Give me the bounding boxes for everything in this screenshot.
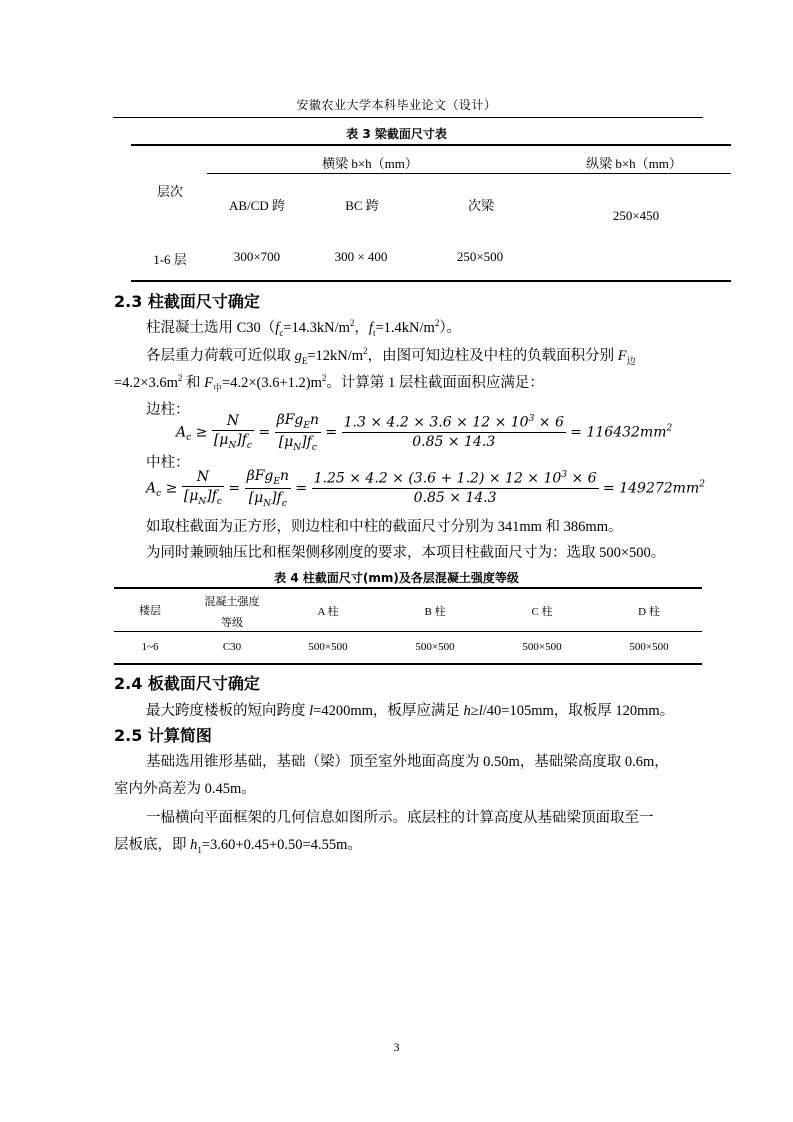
table4-caption: 表 4 柱截面尺寸(mm)及各层混凝土强度等级 (274, 571, 519, 585)
table4-header-grade-2: 等级 (221, 617, 243, 629)
table4-top-rule (114, 587, 702, 589)
paragraph-frame-2: 层板底，即 $h_1=3.60+0.45+0.50=4.55m$。 (114, 837, 362, 855)
equation-middle-column: $A_c$ ≥ $\frac{N}{[\mu_N]f_c}$ = $\frac{\beta Fg_En}{[\mu_N]f_c}$ = $\frac{1.25 \times 4.2 \times (3.6 + 1.2) \times 12 \times 10^3 \times 6}{0.85 \times 14.3}$ = $149272mm^2$ (146, 468, 705, 509)
equation-edge-column: $A_c$ ≥ $\frac{N}{[\mu_N]f_c}$ = $\frac{\beta Fg_En}{[\mu_N]f_c}$ = $\frac{1.3 \times 4.2 \times 3.6 \times 12 \times 10^3 \times 6}{0.85 \times 14.3}$ = $116432mm^2$ (176, 412, 673, 453)
section-2-3-title: 2.3 柱截面尺寸确定 (114, 292, 260, 311)
table3-bottom-rule (131, 280, 731, 282)
table4-row-col-d: 500×500 (629, 641, 669, 653)
paragraph-slab: 最大跨度楼板的短向跨度 l=4200mm，板厚应满足 h≥l/40=105mm，取板厚 120mm。 (146, 703, 675, 719)
edge-column-label: 边柱： (146, 402, 190, 418)
table3-caption: 表 3 梁截面尺寸表 (346, 127, 447, 141)
table4-header-col-d: D 柱 (638, 606, 660, 618)
table4-row-col-b: 500×500 (415, 641, 455, 653)
paragraph-load: 各层重力荷载可近似取 $g_E=12kN/m^2$，由图可知边柱及中柱的负载面积分别 $F_边$ (146, 346, 636, 366)
table4-header-col-b: B 柱 (424, 606, 446, 618)
paragraph-concrete: 柱混凝土选用 $C30(f_c=14.3kN/m^2$，$f_t=1.4kN/m^2$）。 (146, 318, 462, 338)
page-number: 3 (393, 1040, 400, 1054)
table4-row-floor: 1~6 (141, 641, 159, 653)
table3-header-long-beam: 纵梁 b×h（mm） (586, 156, 682, 171)
table3-row-bc: 300 × 400 (334, 249, 388, 264)
table3-top-rule (131, 144, 731, 146)
table3-header-cross-beam: 横梁 b×h（mm） (322, 156, 418, 171)
table4-header-floor: 楼层 (139, 605, 161, 617)
running-header: 安徽农业大学本科毕业论文（设计） (296, 98, 497, 112)
section-2-5-title: 2.5 计算简图 (114, 726, 212, 745)
table3-row-ab: 300×700 (233, 249, 281, 264)
middle-column-label: 中柱： (146, 455, 190, 471)
section-2-4-title: 2.4 板截面尺寸确定 (114, 674, 260, 693)
paragraph-frame-1: 一榀横向平面框架的几何信息如图所示。底层柱的计算高度从基础梁顶面取至一 (146, 810, 654, 826)
table3-header-ab-span: AB/CD 跨 (229, 198, 285, 213)
table3-row-secondary: 250×500 (456, 249, 504, 264)
table3-header-bc-span: BC 跨 (345, 198, 379, 213)
paragraph-foundation-2: 室内外高差为 0.45m。 (114, 781, 256, 797)
table4-header-grade-1: 混凝土强度 (204, 596, 260, 608)
table3-header-floor: 层次 (156, 184, 184, 199)
table4-bottom-rule (114, 663, 702, 665)
paragraph-foundation-1: 基础选用锥形基础，基础（梁）顶至室外地面高度为 0.50m，基础梁高度取 0.6m， (146, 754, 669, 770)
paragraph-square-section: 如取柱截面为正方形，则边柱和中柱的截面尺寸分别为 341mm 和 386mm。 (146, 519, 623, 535)
table4-header-rule (114, 631, 702, 632)
table3-long-beam-value: 250×450 (612, 208, 660, 223)
table3-group-rule (207, 173, 731, 174)
table4-header-col-a: A 柱 (317, 606, 339, 618)
table3-header-secondary-beam: 次梁 (467, 198, 495, 213)
table3-row-floor: 1-6 层 (153, 252, 187, 267)
table4-header-col-c: C 柱 (531, 606, 553, 618)
table4-row-grade: C30 (222, 641, 242, 653)
table4-row-col-a: 500×500 (308, 641, 348, 653)
paragraph-load-cont: $=4.2\times 3.6m^2$ 和 $F_中=4.2\times(3.6+1.2)m^2$。计算第 1 层柱截面面积应满足： (114, 373, 544, 393)
header-rule (113, 117, 703, 118)
table4-row-col-c: 500×500 (522, 641, 562, 653)
paragraph-final-section: 为同时兼顾轴压比和框架侧移刚度的要求，本项目柱截面尺寸为：选取 500×500。 (146, 545, 666, 561)
